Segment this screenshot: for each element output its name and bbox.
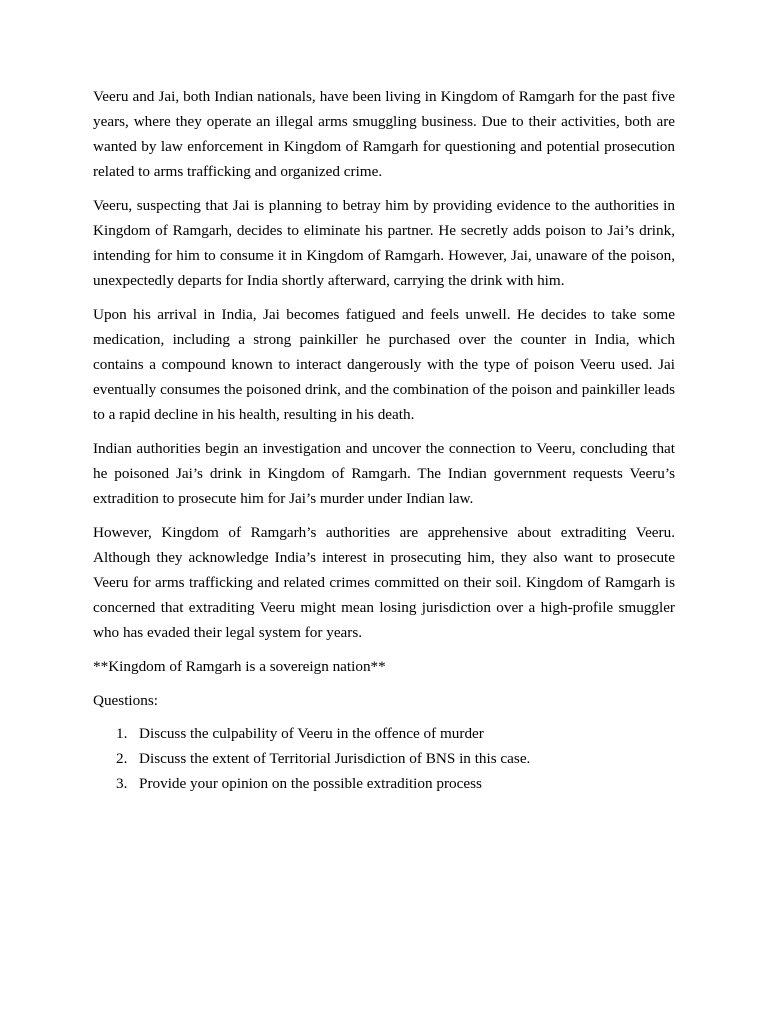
questions-heading: Questions: [93, 692, 158, 709]
question-number: 2. [116, 750, 128, 767]
question-item [93, 746, 675, 771]
question-number: 1. [116, 725, 128, 742]
paragraph-death: Upon his arrival in India, Jai becomes fatigued and feels unwell. He decides to take some medication, including a strong painkiller he purchased over the counter in India, which contains a compound known to interact dangerously with the type of poison Veeru used. Jai eventually consumes the poisoned drink, and the combination of the poison and painkiller leads to a rapid decline in his health, resulting in his death. [93, 306, 675, 423]
question-text: Provide your opinion on the possible extradition process [139, 775, 482, 792]
paragraph-jurisdiction-concern: However, Kingdom of Ramgarh’s authorities are apprehensive about extraditing Veeru. Although they acknowledge India’s interest in prosecuting him, they also want to prosecute Veeru for arms trafficking and related crimes committed on their soil. Kingdom of Ramgarh is concerned that extraditing Veeru might mean losing jurisdiction over a high-profile smuggler who has evaded their legal system for years. [93, 524, 675, 641]
question-item [93, 721, 675, 746]
question-number: 3. [116, 775, 128, 792]
paragraph-background: Veeru and Jai, both Indian nationals, have been living in Kingdom of Ramgarh for the past five years, where they operate an illegal arms smuggling business. Due to their activities, both are wanted by law enforcement in Kingdom of Ramgarh for questioning and potential prosecution related to arms trafficking and organized crime. [93, 88, 675, 180]
question-text: Discuss the culpability of Veeru in the offence of murder [139, 725, 484, 742]
paragraph-investigation: Indian authorities begin an investigation and uncover the connection to Veeru, concluding that he poisoned Jai’s drink in Kingdom of Ramgarh. The Indian government requests Veeru’s extradition to prosecute him for Jai’s murder under Indian law. [93, 440, 675, 507]
question-item [93, 771, 675, 796]
questions-list [93, 721, 675, 796]
paragraph-poisoning: Veeru, suspecting that Jai is planning to betray him by providing evidence to the authorities in Kingdom of Ramgarh, decides to eliminate his partner. He secretly adds poison to Jai’s drink, intending for him to consume it in Kingdom of Ramgarh. However, Jai, unaware of the poison, unexpectedly departs for India shortly afterward, carrying the drink with him. [93, 197, 675, 289]
sovereign-nation-note: **Kingdom of Ramgarh is a sovereign nation** [93, 658, 386, 675]
question-text: Discuss the extent of Territorial Jurisdiction of BNS in this case. [139, 750, 531, 767]
